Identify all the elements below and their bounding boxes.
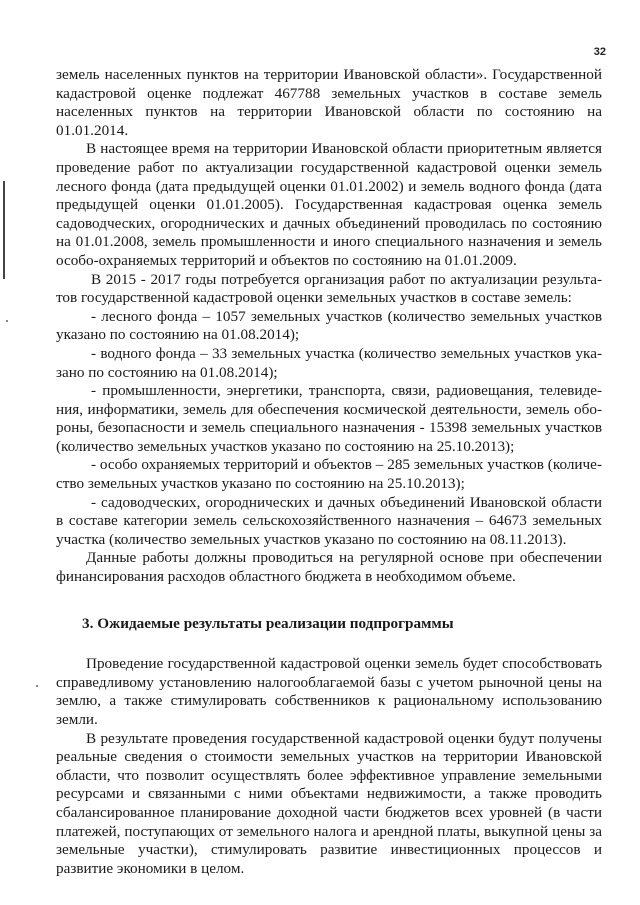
scan-speck	[36, 685, 38, 687]
scan-margin-line	[3, 181, 5, 279]
paragraph: В настоящее время на территории Ивановской области приоритетным является проведение работ по актуализации государственной кадастровой оценки земель лесного фонда (дата предыдущей оценки 01.01.2002) и земель водного фонда (дата предыдущей оценки 01.01.2005). Государственная кадастровая оценка земель садоводческих, огороднических и дачных объединений проводилась по состоянию на 01.01.2008, земель промышленности и иного специального назначения и земель особо-охраняемых территорий и объектов по состоянию на 01.01.2009.	[56, 140, 602, 269]
scan-speck	[6, 320, 8, 322]
list-item-forest-fund: - лесного фонда – 1057 земельных участков (количество земельных участков указано по состоянию на 01.08.2014);	[56, 307, 602, 344]
list-item-industry: - промышленности, энергетики, транспорта, связи, радиовещания, телевидения, информатики, земель для обеспечения космической деятельности, земель обороны, безопасности и земель специального назначения - 15398 земельных участков (количество земельных участков указано по состоянию на 25.10.2013);	[56, 382, 602, 455]
list-item-garden-associations: - садоводческих, огороднических и дачных объединений Ивановской области в составе категории земель сельскохозяйственного назначения – 64673 земельных участка (количество земельных участков указано по состоянию на 08.11.2013).	[56, 493, 602, 548]
list-item-protected-areas: - особо охраняемых территорий и объектов – 285 земельных участков (количество земельных участков указано по состоянию на 25.10.2013);	[56, 456, 602, 493]
page-number: 32	[593, 46, 606, 58]
paragraph: В результате проведения государственной кадастровой оценки будут получены реальные сведения о стоимости земельных участков на территории Ивановской области, что позволит осуществлять более эффективное управление земельными ресурсами и связанными с ними объектами недвижимости, а также проводить сбалансированное планирование доходной части бюджетов всех уровней (в части платежей, поступающих от земельного налога и арендной платы, выкупной цены за земельные участки), стимулировать развитие инвестиционных процессов и развитие экономики в целом.	[56, 729, 602, 877]
section-heading: 3. Ожидаемые результаты реализации подпрограммы	[82, 614, 454, 632]
paragraph: земель населенных пунктов на территории Ивановской области». Государственной кадастровой оценке подлежат 467788 земельных участков в составе земель населенных пунктов на территории Ивановской области по состоянию на 01.01.2014.	[56, 66, 602, 139]
paragraph: Проведение государственной кадастровой оценки земель будет способствовать справедливому установлению налогооблагаемой базы с учетом рыночной цены на землю, а также стимулировать собственников к рациональному использованию земли.	[56, 655, 602, 728]
paragraph: В 2015 - 2017 годы потребуется организация работ по актуализации результатов государственной кадастровой оценки земельных участков в составе земель:	[56, 270, 602, 307]
paragraph: Данные работы должны проводиться на регулярной основе при обеспечении финансирования расходов областного бюджета в необходимом объеме.	[56, 549, 602, 586]
list-item-water-fund: - водного фонда – 33 земельных участка (количество земельных участков указано по состоянию на 01.08.2014);	[56, 344, 602, 381]
document-body	[56, 66, 602, 878]
